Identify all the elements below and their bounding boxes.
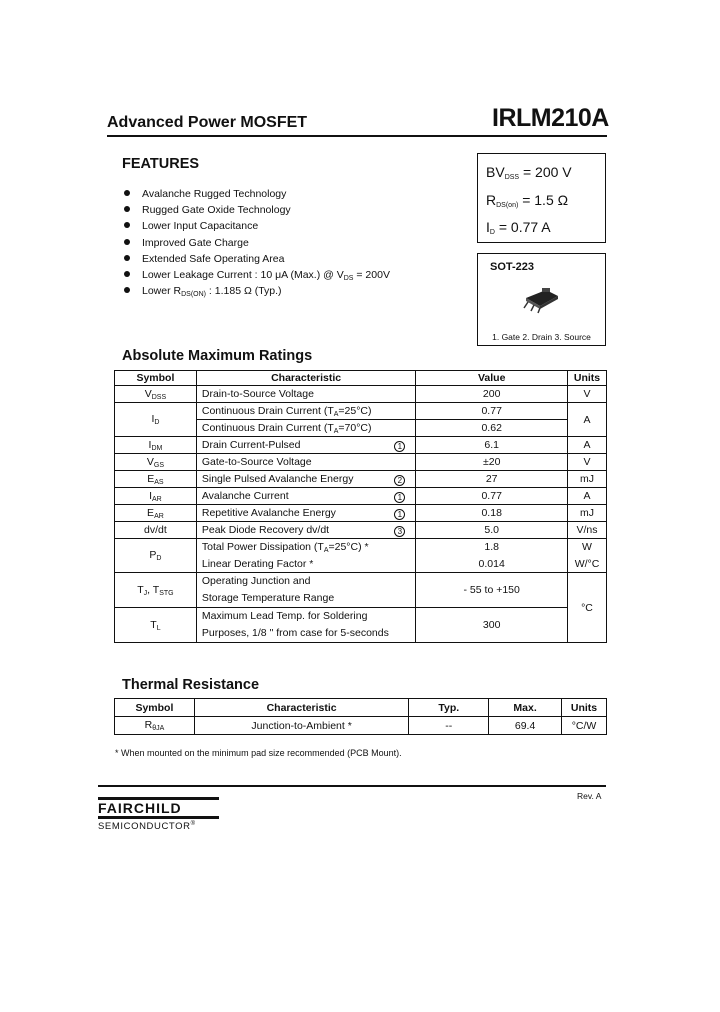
feature-item: Lower $R_{DS(ON)}$ : 1.185 Ω (Typ.) <box>124 283 390 299</box>
characteristic-cell: Drain Current-Pulsed 1 <box>196 437 416 454</box>
value-cell: 0.62 <box>416 420 568 437</box>
value-cell: 0.18 <box>416 505 568 522</box>
characteristic-cell: Maximum Lead Temp. for Soldering Purposes, 1/8 " from case for 5-seconds <box>196 608 416 643</box>
table-row <box>115 437 607 454</box>
bullet-icon <box>124 271 130 277</box>
feature-item: Lower Input Capacitance <box>124 218 390 234</box>
table-row <box>115 608 607 643</box>
features-list <box>124 186 390 299</box>
abs-max-title: Absolute Maximum Ratings <box>122 348 313 364</box>
characteristic-cell: Total Power Dissipation $(T_A=25^\circ C)$ * <box>196 539 416 556</box>
footnote: * When mounted on the minimum pad size recommended (PCB Mount). <box>115 748 402 758</box>
value-cell: ±20 <box>416 454 568 471</box>
table-row <box>115 522 607 539</box>
value-cell: 0.77 <box>416 403 568 420</box>
symbol-cell: $I_D$ <box>115 403 197 437</box>
feature-item: Lower Leakage Current : 10 μA (Max.) @ $V_{DS} = 200V$ <box>124 267 390 283</box>
unit-cell: mJ <box>568 471 607 488</box>
fairchild-logo <box>98 797 219 832</box>
value-cell: 6.1 <box>416 437 568 454</box>
symbol-cell: $V_{GS}$ <box>115 454 197 471</box>
package-pinout: 1. Gate 2. Drain 3. Source <box>492 332 591 342</box>
table-row <box>115 488 607 505</box>
key-specs-box <box>477 153 606 243</box>
part-number: IRLM210A <box>492 104 609 132</box>
sot223-package-image <box>518 284 564 314</box>
package-name: SOT-223 <box>490 261 535 273</box>
col-header-symbol: Symbol <box>115 371 197 386</box>
table-row <box>115 454 607 471</box>
note-ref-icon: 3 <box>394 526 405 537</box>
unit-cell: A <box>568 437 607 454</box>
features-title: FEATURES <box>122 156 200 172</box>
characteristic-cell: Repetitive Avalanche Energy 1 <box>196 505 416 522</box>
value-cell: 300 <box>416 608 568 643</box>
document-title: Advanced Power MOSFET <box>107 114 308 131</box>
revision-label: Rev. A <box>577 791 602 801</box>
typ-cell: -- <box>409 717 489 735</box>
table-row <box>115 386 607 403</box>
abs-max-table <box>114 370 607 643</box>
feature-item: Extended Safe Operating Area <box>124 251 390 267</box>
col-header-characteristic: Characteristic <box>196 371 416 386</box>
col-header-typ: Typ. <box>409 699 489 717</box>
col-header-units: Units <box>562 699 607 717</box>
value-cell: 27 <box>416 471 568 488</box>
package-box <box>477 253 606 346</box>
characteristic-cell: Linear Derating Factor * <box>196 556 416 573</box>
note-ref-icon: 2 <box>394 475 405 486</box>
unit-cell: W <box>568 539 607 556</box>
characteristic-cell: Operating Junction and Storage Temperature Range <box>196 573 416 608</box>
characteristic-cell: Drain-to-Source Voltage <box>196 386 416 403</box>
symbol-cell: $V_{DSS}$ <box>115 386 197 403</box>
col-header-units: Units <box>568 371 607 386</box>
col-header-symbol: Symbol <box>115 699 195 717</box>
symbol-cell: $I_{AR}$ <box>115 488 197 505</box>
symbol-cell: $T_J$, $T_{STG}$ <box>115 573 197 608</box>
feature-item: Rugged Gate Oxide Technology <box>124 202 390 218</box>
value-cell: 0.77 <box>416 488 568 505</box>
thermal-title: Thermal Resistance <box>122 677 260 693</box>
symbol-cell: $R_{\theta JA}$ <box>115 717 195 735</box>
table-row <box>115 539 607 556</box>
characteristic-cell: Continuous Drain Current $(T_A=25^\circ C)$ <box>196 403 416 420</box>
unit-cell: V/ns <box>568 522 607 539</box>
unit-cell: V <box>568 386 607 403</box>
symbol-cell: dv/dt <box>115 522 197 539</box>
bullet-icon <box>124 255 130 261</box>
symbol-cell: $I_{DM}$ <box>115 437 197 454</box>
bullet-icon <box>124 287 130 293</box>
bullet-icon <box>124 206 130 212</box>
table-row <box>115 403 607 420</box>
unit-cell: W/°C <box>568 556 607 573</box>
bullet-icon <box>124 190 130 196</box>
note-ref-icon: 1 <box>394 492 405 503</box>
max-cell: 69.4 <box>489 717 562 735</box>
characteristic-cell: Avalanche Current 1 <box>196 488 416 505</box>
value-cell: - 55 to +150 <box>416 573 568 608</box>
symbol-cell: $P_D$ <box>115 539 197 573</box>
note-ref-icon: 1 <box>394 509 405 520</box>
unit-cell: A <box>568 488 607 505</box>
header-rule <box>107 135 607 137</box>
bullet-icon <box>124 239 130 245</box>
bullet-icon <box>124 222 130 228</box>
thermal-table <box>114 698 607 735</box>
col-header-characteristic: Characteristic <box>194 699 409 717</box>
spec-id: $I_D = 0.77$ A <box>486 219 551 236</box>
unit-cell: mJ <box>568 505 607 522</box>
value-cell: 0.014 <box>416 556 568 573</box>
value-cell: 200 <box>416 386 568 403</box>
logo-bar-bottom <box>98 816 219 819</box>
spec-bvdss: $BV_{DSS} = 200$ V <box>486 164 572 181</box>
symbol-cell: $T_L$ <box>115 608 197 643</box>
characteristic-cell: Single Pulsed Avalanche Energy 2 <box>196 471 416 488</box>
table-row <box>115 505 607 522</box>
table-header-row <box>115 371 607 386</box>
unit-cell: V <box>568 454 607 471</box>
value-cell: 5.0 <box>416 522 568 539</box>
characteristic-cell: Gate-to-Source Voltage <box>196 454 416 471</box>
table-header-row <box>115 699 607 717</box>
characteristic-cell: Continuous Drain Current $(T_A=70^\circ C)$ <box>196 420 416 437</box>
note-ref-icon: 1 <box>394 441 405 452</box>
col-header-value: Value <box>416 371 568 386</box>
feature-item: Avalanche Rugged Technology <box>124 186 390 202</box>
logo-text: FAIRCHILD <box>98 800 182 816</box>
table-row <box>115 717 607 735</box>
spec-rdson: $R_{DS(on)} = 1.5$ Ω <box>486 192 569 209</box>
col-header-max: Max. <box>489 699 562 717</box>
feature-item: Improved Gate Charge <box>124 235 390 251</box>
unit-cell: °C <box>568 573 607 643</box>
value-cell: 1.8 <box>416 539 568 556</box>
symbol-cell: $E_{AS}$ <box>115 471 197 488</box>
footer-rule <box>98 785 606 787</box>
characteristic-cell: Peak Diode Recovery dv/dt 3 <box>196 522 416 539</box>
table-row <box>115 471 607 488</box>
table-row <box>115 573 607 608</box>
unit-cell: A <box>568 403 607 437</box>
logo-subtitle: SEMICONDUCTOR® <box>98 821 196 833</box>
symbol-cell: $E_{AR}$ <box>115 505 197 522</box>
characteristic-cell: Junction-to-Ambient * <box>194 717 409 735</box>
unit-cell: °C/W <box>562 717 607 735</box>
